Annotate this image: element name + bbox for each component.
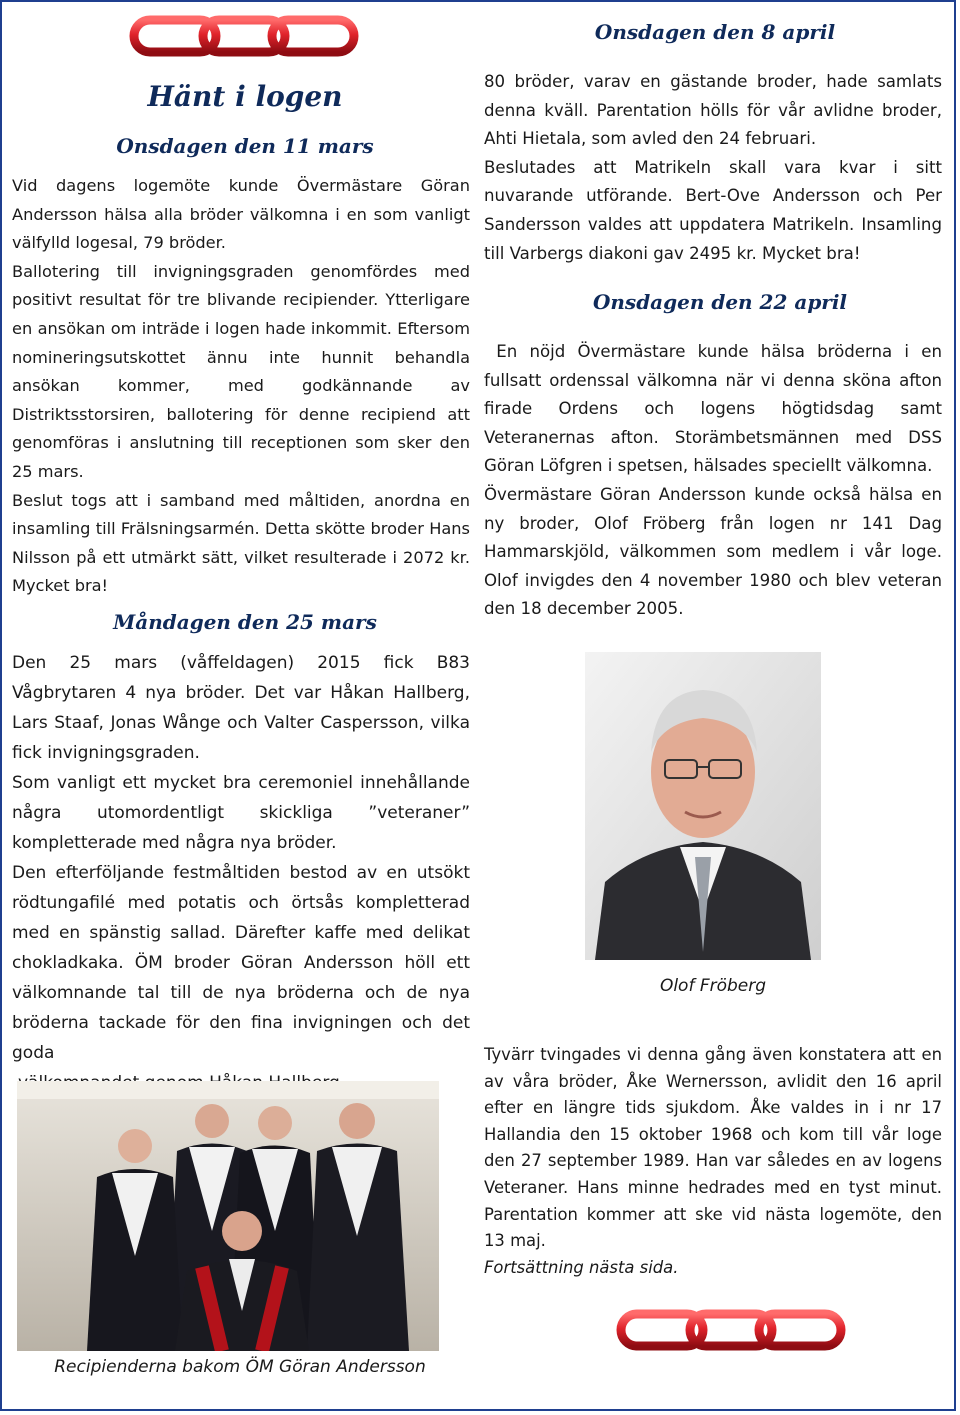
chain-links-icon [615, 1304, 847, 1356]
closing-text [484, 1042, 942, 1281]
group-photo-caption: Recipienderna bakom ÖM Göran Andersson [54, 1357, 426, 1377]
continued-note: Fortsättning nästa sida. [484, 1257, 679, 1277]
heading-march-11: Onsdagen den 11 mars [116, 134, 374, 158]
heading-march-25: Måndagen den 25 mars [113, 610, 377, 634]
march-25-text [12, 648, 470, 1098]
heading-april-8: Onsdagen den 8 april [594, 20, 836, 44]
march-11-text [12, 172, 470, 601]
portrait-photo [585, 652, 821, 960]
paragraph: Vid dagens logemöte kunde Övermästare Göran Andersson hälsa alla bröder välkomna i en som vanligt välfylld logesal, 79 bröder. [12, 176, 470, 253]
page-title: Hänt i logen [147, 80, 343, 113]
april-22-text [484, 338, 948, 624]
paragraph: Beslutades att Matrikeln skall vara kvar i sitt nuvarande utförande. Bert-Ove Andersson och Per Sandersson valdes att uppdatera Matrikeln. Insamling till Varbergs diakoni gav 2495 kr. Mycket bra! [484, 157, 942, 263]
paragraph: Ballotering till invigningsgraden genomfördes med positivt resultat för tre blivande recipiender. Ytterligare en ansökan om inträde i logen hade inkommit. Eftersom nomineringsutskottet ännu inte hunnit behandla ansökan kommer, med godkännande av Distriktsstorsiren, ballotering för denne recipiend att genomföras i anslutning till receptionen som sker den 25 mars. [12, 261, 470, 481]
paragraph: Den efterföljande festmåltiden bestod av en utsökt rödtungafilé med potatis och örtsås kompletterad med en spänstig sallad. Därefter kaffe med delikat chokladkaka. ÖM broder Göran Andersson höll ett välkomnande tal till de nya bröderna och de nya bröderna tackade för den fina invigningen och det goda [12, 863, 470, 1063]
paragraph: Beslut togs att i samband med måltiden, anordna en insamling till Frälsningsarmén. Detta skötte broder Hans Nilsson på ett utmärkt sätt, vilket resulterade i 2072 kr. Mycket bra! [12, 490, 470, 596]
paragraph: 80 bröder, varav en gästande broder, hade samlats denna kväll. Parentation hölls för vår avlidne broder, Ahti Hietala, som avled den 24 februari. [484, 72, 942, 149]
heading-april-22: Onsdagen den 22 april [592, 290, 848, 314]
april-8-text [484, 68, 942, 268]
group-photo [17, 1081, 439, 1351]
portrait-caption: Olof Fröberg [659, 976, 767, 996]
chain-links-icon [128, 10, 360, 62]
paragraph: Som vanligt ett mycket bra ceremoniel innehållande några utomordentligt skickliga ”veteraner” kompletterade med några nya bröder. [12, 773, 470, 853]
paragraph: Den 25 mars (våffeldagen) 2015 fick B83 Vågbrytaren 4 nya bröder. Det var Håkan Hallberg, Lars Staaf, Jonas Wånge och Valter Caspersson, vilka fick invigningsgraden. [12, 653, 470, 763]
paragraph: Övermästare Göran Andersson kunde också hälsa en ny broder, Olof Fröberg från logen nr 141 Dag Hammarskjöld, välkommen som medlem i vår loge. Olof invigdes den 4 november 1980 och blev veteran den 18 december 2005. [484, 484, 942, 619]
paragraph: En nöjd Övermästare kunde hälsa bröderna i en fullsatt ordenssal välkomna när vi denna sköna afton firade Ordens och logens högtidsdag samt Veteranernas afton. Storämbetsmännen med DSS Göran Löfgren i spetsen, hälsades speciellt välkomna. [484, 342, 948, 476]
paragraph: Tyvärr tvingades vi denna gång även konstatera att en av våra bröder, Åke Wernersson, avlidit den 16 april efter en längre tids sjukdom. Åke valdes in i nr 17 Hallandia den 15 oktober 1968 och kom till vår loge den 27 september 1989. Han var således en av logens Veteraner. Hans minne hedrades med en tyst minut. Parentation kommer att ske vid nästa logemöte, den 13 maj. [484, 1045, 942, 1251]
